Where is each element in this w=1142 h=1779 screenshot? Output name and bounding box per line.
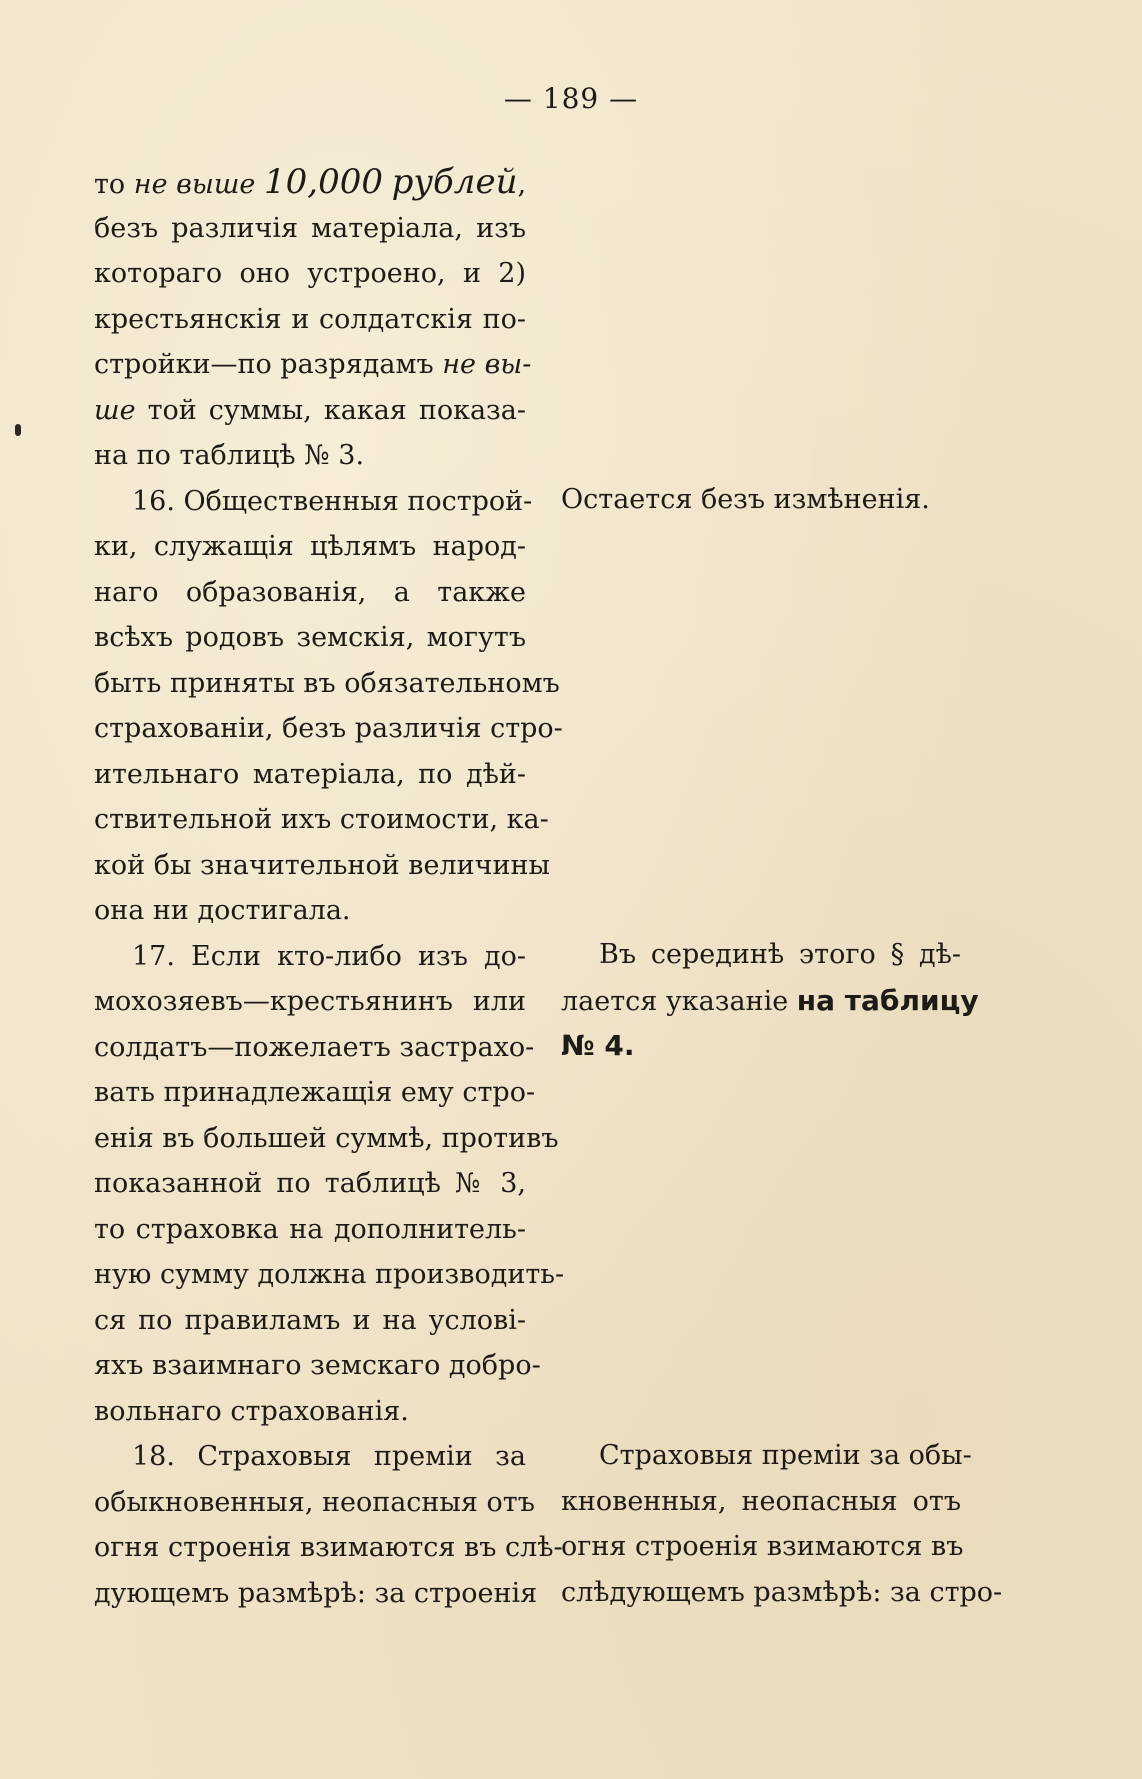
paragraph-16-line: страхованіи, безъ различія стро- [94, 713, 563, 744]
text-line: стройки—по разрядамъ не вы- [94, 349, 532, 380]
text-line: огня строенія взимаются въ [561, 1531, 964, 1562]
paragraph-17-line: ся по правиламъ и на услові- [94, 1304, 526, 1336]
paragraph-18-line: огня строенія взимаются въ слѣ- [94, 1532, 563, 1563]
italic-emphasis: не вы- [442, 349, 532, 380]
paragraph-17-line: вольнаго страхованія. [94, 1395, 409, 1427]
paragraph-17-line: ную сумму должна производить- [94, 1259, 565, 1290]
paragraph-17-line: 17. Если кто-либо изъ до- [132, 940, 526, 972]
italic-emphasis: не выше [133, 169, 256, 200]
text-line: Страховыя преміи за обы- [599, 1440, 972, 1471]
paragraph-16-line: 16. Общественныя построй- [132, 485, 533, 517]
text-line: котораго оно устроено, и 2) [94, 258, 526, 289]
paragraph-16-line: она ни достигала. [94, 895, 351, 926]
left-column [94, 160, 565, 1616]
paragraph-18-line: дующемъ размѣрѣ: за строенія [94, 1577, 538, 1609]
paragraph-16-line: кой бы значительной величины [94, 849, 550, 881]
text-line: кновенныя, неопасныя отъ [561, 1485, 961, 1517]
text-line: безъ различія матеріала, изъ [94, 212, 526, 244]
page-number: — 189 — [503, 82, 639, 115]
paragraph-17-line: мохозяевъ—крестьянинъ или [94, 986, 526, 1017]
bold-reference: на таблицу [796, 983, 979, 1017]
paragraph-18-line: обыкновенныя, неопасныя отъ [94, 1486, 535, 1518]
paragraph-17-line: вать принадлежащія ему стро- [94, 1077, 536, 1108]
paragraph-16-line: наго образованія, а также [94, 576, 526, 608]
text-line: Въ серединѣ этого § дѣ- [599, 939, 961, 970]
italic-emphasis: ше [94, 394, 136, 426]
text-line: Остается безъ измѣненія. [561, 484, 930, 515]
text-line: ше той суммы, какая показа- [94, 394, 526, 426]
paragraph-16-line: всѣхъ родовъ земскія, могутъ [94, 622, 526, 653]
right-note-16 [561, 477, 961, 523]
text-line: то не выше 10,000 рублей, [94, 162, 527, 202]
right-note-18 [561, 1433, 1003, 1615]
paragraph-17-line: показанной по таблицѣ № 3, [94, 1168, 526, 1199]
right-note-17 [561, 932, 979, 1069]
text-line: на по таблицѣ № 3. [94, 440, 365, 471]
paragraph-16-line: ительнаго матеріала, по дѣй- [94, 758, 526, 790]
text-line: слѣдующемъ размѣрѣ: за стро- [561, 1576, 1003, 1608]
paragraph-16-line: ствительной ихъ стоимости, ка- [94, 804, 549, 835]
text-line: крестьянскія и солдатскія по- [94, 303, 526, 335]
italic-amount: 10,000 [264, 162, 383, 202]
paragraph-18-line: 18. Страховыя преміи за [132, 1441, 526, 1472]
paragraph-17-line: то страховка на дополнитель- [94, 1213, 526, 1245]
text-line: лается указаніе на таблицу [561, 983, 979, 1017]
paragraph-16-line: быть приняты въ обязательномъ [94, 667, 560, 699]
paragraph-16-line: ки, служащія цѣлямъ народ- [94, 531, 526, 562]
paragraph-17-line: яхъ взаимнаго земскаго добро- [94, 1350, 541, 1381]
bold-reference: № 4. [561, 1029, 635, 1062]
paragraph-17-line: енія въ большей суммѣ, противъ [94, 1122, 559, 1154]
italic-currency: рублей [391, 162, 518, 202]
ink-spot [15, 424, 21, 436]
paragraph-17-line: солдатъ—пожелаетъ застрахо- [94, 1031, 535, 1063]
